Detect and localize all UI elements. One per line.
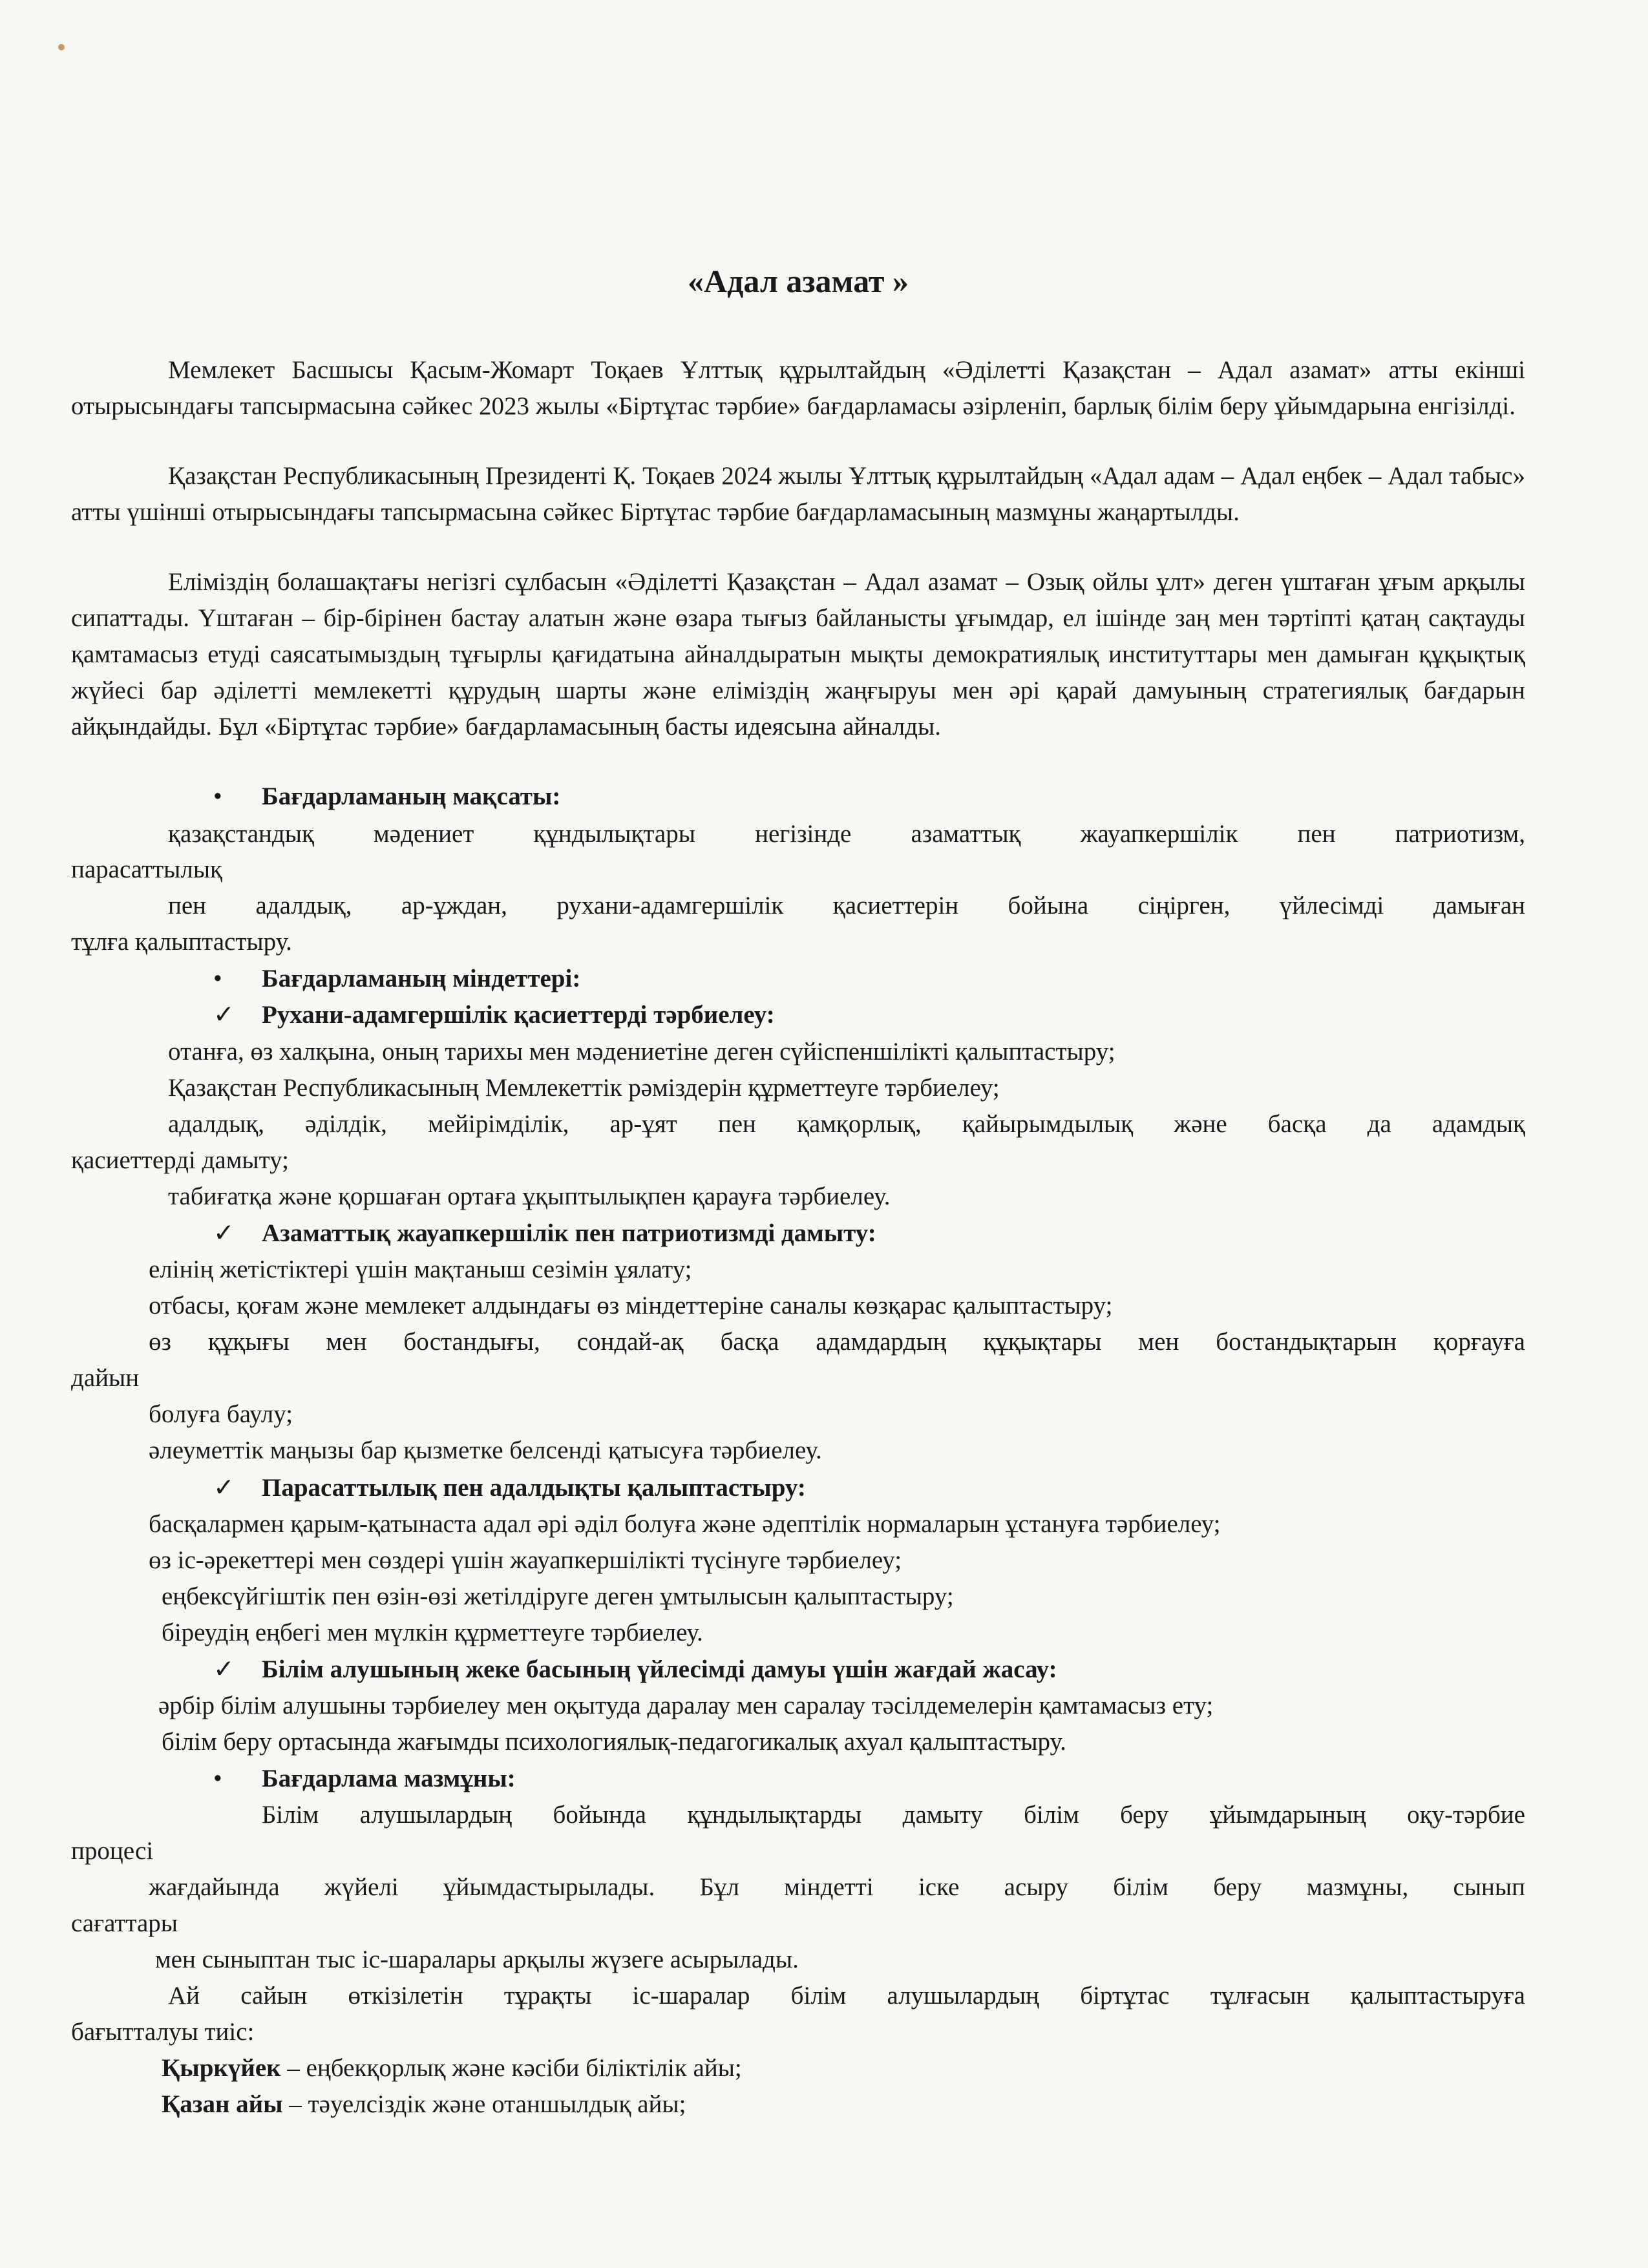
sub4-line-1: әрбір білім алушыны тәрбиелеу мен оқытуда даралау мен саралау тәсілдемелерін қамтамасыз ету;	[158, 1692, 1214, 1719]
month-october-row	[162, 2086, 686, 2123]
content-line-3: жағдайында жүйелі ұйымдастырылады. Бұл міндетті іске асыру білім беру мазмұны, сынып	[149, 1873, 1525, 1901]
goal-line-2: парасаттылық	[71, 856, 222, 883]
sub1-line-1: отанға, өз халқына, оның тарихы мен мәдениетіне деген сүйіспеншілікті қалыптастыру;	[168, 1038, 1115, 1066]
sub2-heading-row	[213, 1215, 876, 1252]
sub1-heading: Рухани-адамгершілік қасиеттерді тәрбиелеу:	[262, 1001, 775, 1029]
month-september: Қыркүйек	[162, 2054, 281, 2082]
sub2-heading: Азаматтық жауапкершілік пен патриотизмді дамыту:	[262, 1219, 876, 1247]
month-september-text: – еңбекқорлық және кәсіби біліктілік айы;	[280, 2054, 742, 2082]
bullet-icon: •	[213, 1765, 222, 1792]
sub1-heading-row	[213, 997, 775, 1033]
content-line-1: Білім алушылардың бойында құндылықтарды дамыту білім беру ұйымдарының оқу-тәрбие	[262, 1801, 1525, 1829]
sub4-heading: Білім алушының жеке басының үйлесімді дамуы үшін жағдай жасау:	[262, 1655, 1057, 1683]
goal-line-1: қазақстандық мәдениет құндылықтары негізінде азаматтық жауапкершілік пен патриотизм,	[168, 820, 1525, 848]
content-heading: Бағдарлама мазмұны:	[262, 1765, 516, 1792]
sub2-line-3a: өз құқығы мен бостандығы, сондай-ақ басқа адамдардың құқықтары мен бостандықтарын қорғауға	[149, 1328, 1525, 1356]
content-line-4: сағаттары	[71, 1909, 178, 1937]
sub1-line-3b: қасиеттерді дамыту;	[71, 1146, 289, 1174]
checkmark-icon: ✓	[213, 1001, 235, 1029]
document-title: «Адал азамат »	[688, 263, 909, 299]
bullet-icon: •	[213, 782, 222, 810]
paragraph-2: Қазақстан Республикасының Президенті Қ. Тоқаев 2024 жылы Ұлттық құрылтайдың «Адал адам – Адал еңбек – Адал табыс» атты үшінші отырысындағы тапсырмасына сәйкес Біртұтас тәрбие бағдарламасының мазмұны жаңартылды.	[71, 462, 1525, 526]
goal-heading: Бағдарламаның мақсаты:	[262, 782, 561, 810]
checkmark-icon: ✓	[213, 1474, 235, 1502]
goal-line-4: тұлға қалыптастыру.	[71, 928, 292, 956]
sub2-line-2: отбасы, қоғам және мемлекет алдындағы өз міндеттеріне саналы көзқарас қалыптастыру;	[149, 1292, 1113, 1319]
sub3-line-3: еңбексүйгіштік пен өзін-өзі жетілдіруге деген ұмтылысын қалыптастыру;	[162, 1582, 954, 1610]
sub3-line-4: біреудің еңбегі мен мүлкін құрметтеуге тәрбиелеу.	[162, 1619, 703, 1646]
goal-line-3: пен адалдық, ар-ұждан, рухани-адамгершілік қасиеттерін бойына сіңірген, үйлесімді дамыған	[168, 892, 1525, 919]
month-october: Қазан айы	[162, 2090, 283, 2118]
sub4-line-2: білім беру ортасында жағымды психологиялық-педагогикалық ахуал қалыптастыру.	[162, 1728, 1066, 1756]
sub1-line-3a: адалдық, әділдік, мейірімділік, ар-ұят пен қамқорлық, қайырымдылық және басқа да адамдық	[168, 1110, 1525, 1138]
month-october-text: – тәуелсіздік және отаншылдық айы;	[282, 2090, 686, 2118]
sub3-line-1: басқалармен қарым-қатынаста адал әрі әділ болуға және әдептілік нормаларын ұстануға тәрбиелеу;	[149, 1510, 1221, 1538]
content-heading-row	[213, 1761, 516, 1797]
scan-speck	[58, 44, 65, 50]
sub1-line-2: Қазақстан Республикасының Мемлекеттік рәміздерін құрметтеуге тәрбиелеу;	[168, 1074, 1000, 1102]
paragraph-3: Еліміздің болашақтағы негізгі сұлбасын «Әділетті Қазақстан – Адал азамат – Озық ойлы ұлт» деген үштаған ұғым арқылы сипаттады. Үштаған – бір-бірінен бастау алатын және өзара тығыз байланысты ұғымдар, ел ішінде заң мен тәртіпті қатаң сақтауды қамтамасыз етуді саясатымыздың тұғырлы қағидатына айналдыратын мықты демократиялық институттары мен дамыған құқықтық жүйесі бар әділетті мемлекетті құрудың шарты және еліміздің жаңғыруы мен әрі қарай дамуының стратегиялық бағдарын айқындайды. Бұл «Біртұтас тәрбие» бағдарламасының басты идеясына айналды.	[71, 568, 1525, 740]
document-page	[71, 0, 1525, 2268]
sub3-heading-row	[213, 1470, 806, 1506]
goal-heading-row	[213, 779, 560, 815]
content-line-5: мен сыныптан тыс іс-шаралары арқылы жүзеге асырылады.	[155, 1946, 799, 1973]
checkmark-icon: ✓	[213, 1655, 235, 1683]
sub2-line-4: әлеуметтік маңызы бар қызметке белсенді қатысуға тәрбиелеу.	[149, 1436, 822, 1464]
monthly-line-a: Ай сайын өткізілетін тұрақты іс-шаралар білім алушылардың біртұтас тұлғасын қалыптастыруға	[168, 1982, 1525, 2010]
month-september-row	[162, 2050, 742, 2086]
sub2-line-3c: болуға баулу;	[149, 1400, 293, 1428]
sub2-line-1: елінің жетістіктері үшін мақтаныш сезімін ұялату;	[149, 1255, 692, 1283]
sub4-heading-row	[213, 1652, 1057, 1688]
sub3-heading: Парасаттылық пен адалдықты қалыптастыру:	[262, 1474, 806, 1502]
bullet-icon: •	[213, 965, 222, 992]
sub2-line-3b: дайын	[71, 1364, 140, 1392]
content-line-2: процесі	[71, 1837, 154, 1865]
sub3-line-2: өз іс-әрекеттері мен сөздері үшін жауапкершілікті түсінуге тәрбиелеу;	[149, 1546, 902, 1574]
sub1-line-4: табиғатқа және қоршаған ортаға ұқыптылықпен қарауға тәрбиелеу.	[168, 1182, 891, 1210]
monthly-line-b: бағытталуы тиіс:	[71, 2018, 255, 2046]
paragraph-1: Мемлекет Басшысы Қасым-Жомарт Тоқаев Ұлттық құрылтайдың «Әділетті Қазақстан – Адал азамат» атты екінші отырысындағы тапсырмасына сәйкес 2023 жылы «Біртұтас тәрбие» бағдарламасы әзірленіп, барлық білім беру ұйымдарына енгізілді.	[71, 356, 1525, 420]
tasks-heading-row	[213, 961, 580, 997]
checkmark-icon: ✓	[213, 1219, 235, 1247]
tasks-heading: Бағдарламаның міндеттері:	[262, 965, 581, 992]
